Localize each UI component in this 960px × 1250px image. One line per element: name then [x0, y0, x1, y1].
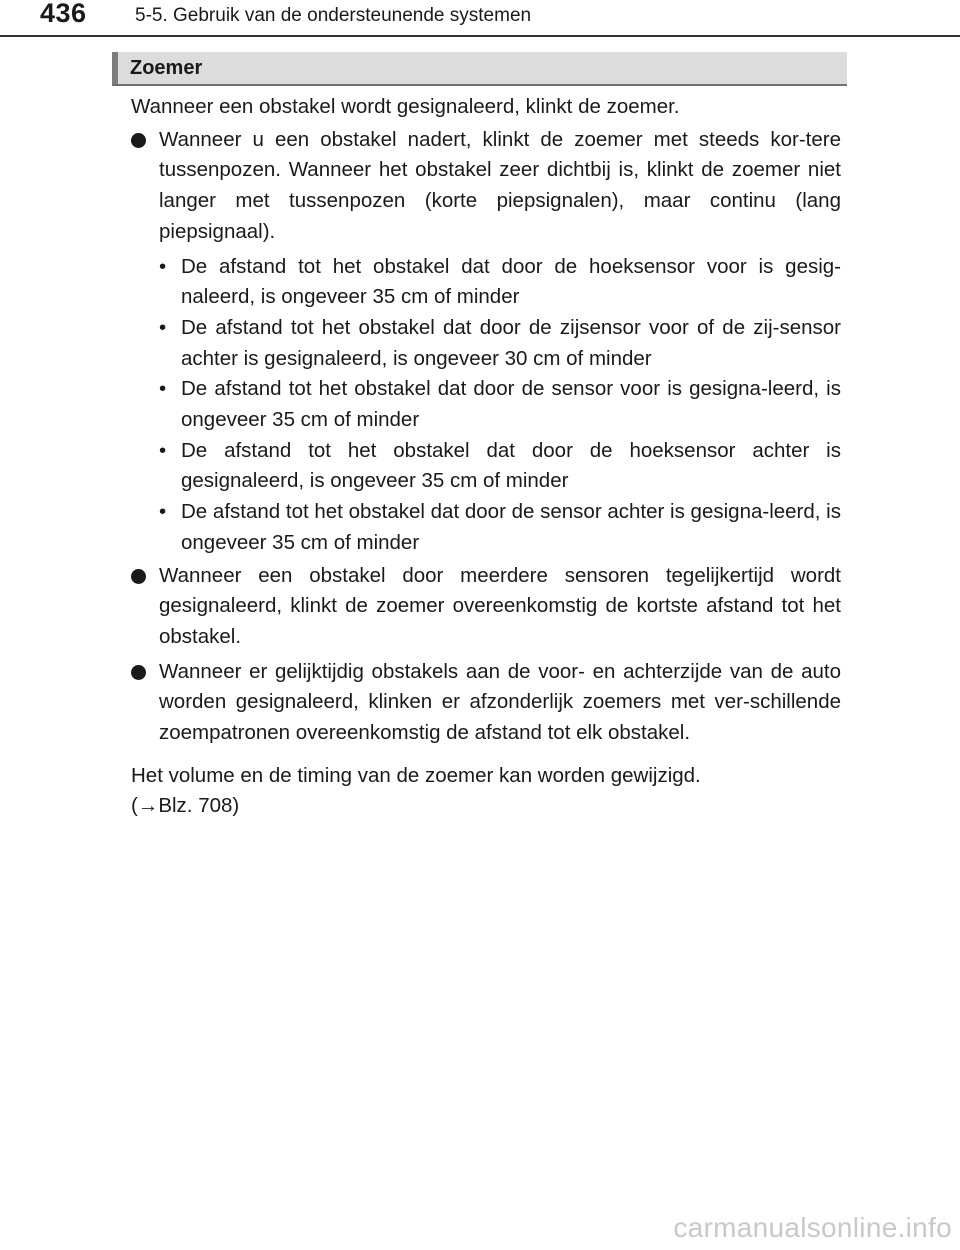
sub-item-text: De afstand tot het obstakel dat door de hoeksensor voor is gesig-naleerd, is ongeveer 35 cm of minder: [181, 254, 841, 309]
bullet-text: Wanneer een obstakel door meerdere sensoren tegelijkertijd wordt gesignaleerd, klinkt de zoemer overeenkomstig de kortste afstand tot het obstakel.: [159, 563, 841, 648]
watermark: carmanualsonline.info: [673, 1212, 952, 1243]
sub-list: [131, 252, 841, 559]
sub-list-item: [131, 436, 841, 497]
header-divider: [0, 35, 960, 37]
page-reference-link[interactable]: (→Blz. 708): [131, 794, 240, 818]
sub-bullet-icon: •: [159, 500, 167, 524]
sub-list-item: [131, 252, 841, 313]
sub-list-item: [131, 374, 841, 435]
chapter-title: 5-5. Gebruik van de ondersteunende systemen: [135, 5, 532, 26]
sub-bullet-icon: •: [159, 315, 167, 339]
section-accent: [112, 52, 118, 84]
sub-item-text: De afstand tot het obstakel dat door de hoeksensor achter is gesignaleerd, is ongeveer 35 cm of minder: [181, 438, 841, 493]
bullet-dot-icon: [131, 133, 146, 148]
bullet-item: [131, 657, 841, 749]
sub-item-text: De afstand tot het obstakel dat door de sensor achter is gesigna-leerd, is ongeveer 35 cm of minder: [181, 500, 841, 554]
page-number: 436: [40, 0, 87, 28]
bullet-dot-icon: [131, 569, 146, 584]
intro-paragraph: Wanneer een obstakel wordt gesignaleerd, klinkt de zoemer.: [131, 95, 680, 118]
closing-paragraph: [131, 761, 841, 822]
sub-bullet-icon: •: [159, 254, 167, 278]
sub-list-item: [131, 497, 841, 558]
sub-bullet-icon: •: [159, 438, 167, 462]
bullet-text: Wanneer er gelijktijdig obstakels aan de voor- en achterzijde van de auto worden gesignaleerd, klinken er afzonderlijk zoemers met ver-schillende zoempatronen overeenkomstig de afstand tot elk obstakel.: [159, 659, 841, 745]
sub-list-item: [131, 313, 841, 374]
section-title: Zoemer: [130, 57, 203, 79]
bullet-dot-icon: [131, 665, 146, 680]
section-header: [112, 52, 847, 86]
bullet-item: [131, 561, 841, 653]
sub-bullet-icon: •: [159, 377, 167, 401]
sub-item-text: De afstand tot het obstakel dat door de sensor voor is gesigna-leerd, is ongeveer 35 cm of minder: [181, 377, 841, 432]
sub-item-text: De afstand tot het obstakel dat door de zijsensor voor of de zij-sensor achter is gesignaleerd, is ongeveer 30 cm of minder: [181, 315, 841, 370]
closing-text: Het volume en de timing van de zoemer kan worden gewijzigd.: [131, 763, 701, 787]
bullet-text: Wanneer u een obstakel nadert, klinkt de zoemer met steeds kor-tere tussenpozen. Wanneer het obstakel zeer dichtbij is, klinkt de zoemer niet langer met tussenpozen (korte piepsignalen), maar continu (lang piepsignaal).: [159, 127, 841, 243]
bullet-item: [131, 125, 841, 248]
body-content: [131, 92, 841, 822]
